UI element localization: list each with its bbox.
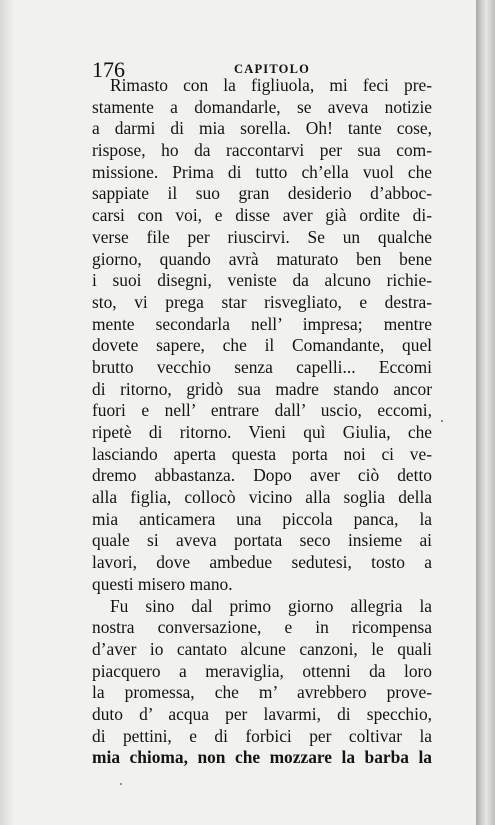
text-line: i suoi disegni, veniste da alcuno richie- xyxy=(92,270,432,291)
text-line: dovete sapere, che il Comandante, quel xyxy=(92,335,432,356)
paragraph-1 xyxy=(92,75,432,596)
text-line: di ritorno, gridò sua madre stando ancor xyxy=(92,378,432,399)
text-line: d’aver io cantato alcune canzoni, le quali xyxy=(92,638,432,659)
text-line: verse file per riuscirvi. Se un qualche xyxy=(92,226,432,247)
body-text xyxy=(92,75,432,769)
paper-speck xyxy=(120,783,122,785)
text-line: Rimasto con la figliuola, mi feci pre- xyxy=(110,75,432,95)
text-line: brutto vecchio senza capelli... Eccomi xyxy=(92,356,432,377)
chapter-heading: CAPITOLO xyxy=(234,62,311,76)
text-line: questi misero mano. xyxy=(92,573,233,594)
text-line: stamente a domandarle, se aveva notizie xyxy=(92,96,432,117)
paragraph-2 xyxy=(92,596,432,770)
text-line: lavori, dove ambedue sedutesi, tosto a xyxy=(92,552,432,573)
page-number: 176 xyxy=(92,57,125,82)
text-line: Fu sino dal primo giorno allegria la xyxy=(110,595,432,616)
text-line: alla figlia, collocò vicino alla soglia della xyxy=(92,487,432,508)
text-line: quale si aveva portata seco insieme ai xyxy=(92,530,432,551)
text-line: mia anticamera una piccola panca, la xyxy=(92,508,432,529)
text-line: lasciando aperta questa porta noi ci ve- xyxy=(92,443,432,464)
text-line: mia chioma, non che mozzare la barba la xyxy=(92,747,432,768)
text-line: dremo abbastanza. Dopo aver ciò detto xyxy=(92,465,432,486)
text-line: duto d’ acqua per lavarmi, di specchio, xyxy=(92,703,432,724)
text-line: mente secondarla nell’ impresa; mentre xyxy=(92,313,432,334)
paper-speck xyxy=(441,420,443,422)
text-line: missione. Prima di tutto ch’ella vuol che xyxy=(92,161,432,182)
text-line: la promessa, che m’ avrebbero prove- xyxy=(92,682,432,703)
spine-shadow xyxy=(0,0,14,825)
text-line: nostra conversazione, e in ricompensa xyxy=(92,617,432,638)
text-line: a darmi di mia sorella. Oh! tante cose, xyxy=(92,118,432,139)
text-line: di pettini, e di forbici per coltivar la xyxy=(92,725,432,746)
text-line: ripetè di ritorno. Vieni quì Giulia, che xyxy=(92,422,432,442)
text-line: piacquero a meraviglia, ottenni da loro xyxy=(92,660,432,681)
text-line: fuori e nell’ entrare dall’ uscio, eccomi, xyxy=(92,400,432,421)
text-line: sappiate il suo gran desiderio d’abboc- xyxy=(92,183,432,204)
text-line: giorno, quando avrà maturato ben bene xyxy=(92,248,432,269)
text-line: carsi con voi, e disse aver già ordite di- xyxy=(92,205,432,226)
text-line: sto, vi prega star risvegliato, e destra- xyxy=(92,291,432,312)
text-line: rispose, ho da raccontarvi per sua com- xyxy=(92,140,432,161)
page-edge xyxy=(476,0,495,825)
